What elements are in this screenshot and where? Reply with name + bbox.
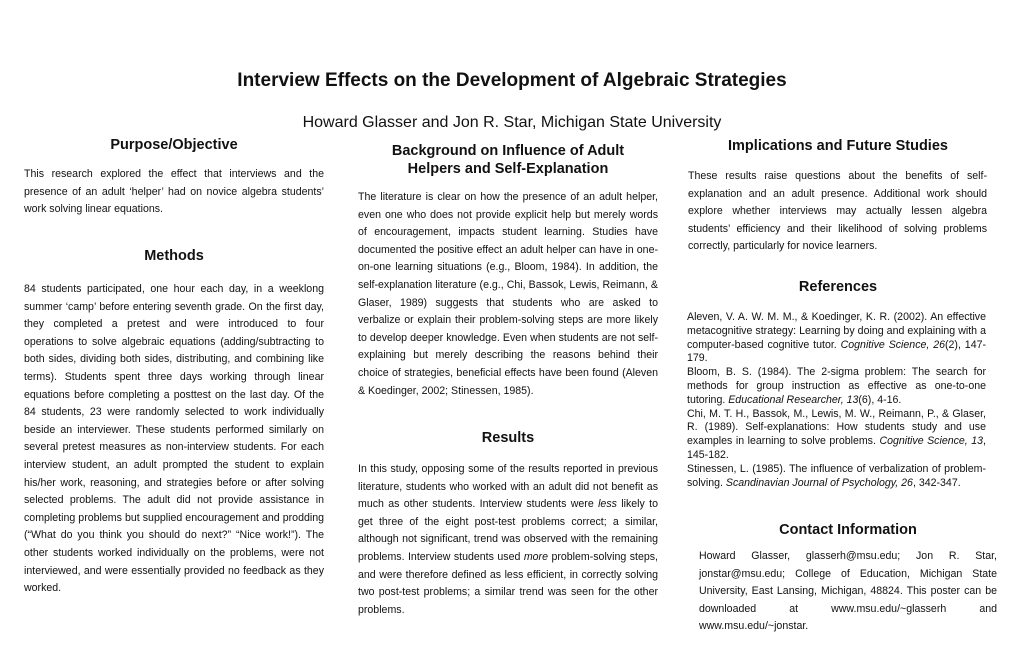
background-heading-line1: Background on Influence of Adult [391, 143, 625, 159]
references-heading: References [798, 279, 878, 295]
reference-item: Stinessen, L. (1985). The influence of verbalization of problem-solving. Scandinavian Journal of Psychology, 26, 342-347. [687, 462, 986, 489]
results-text-a: In this study, opposing some of the results reported in previous literature, students who worked with an adult did not benefit as much as other students. Interview students were [358, 463, 658, 511]
references-list [687, 311, 986, 490]
results-text [358, 461, 658, 619]
background-heading-line2: Helpers and Self-Explanation [407, 161, 609, 177]
background-heading [358, 142, 658, 178]
contact-heading: Contact Information [779, 522, 917, 538]
methods-text: 84 students participated, one hour each day, in a weeklong summer ‘camp’ before entering seventh grade. On the first day, they completed a pretest and were introduced to four operations to solve algebraic equations (adding/subtracting to both sides, dividing both sides, distributing, and combining like terms). Students spent three days working through linear equations before completing a posttest on the last day. Of the 84 students, 23 were randomly selected to work individually beside an interviewer. These students performed similarly on several pretest measures as non-interview students. For each interview student, an adult prompted the student to explain his/her work, reasoning, and strategies before or after solving selected problems. The adult did not provide assistance in completing problems but supplied encouragement and prodding (“What do you think you should do next?” “Nice work!”). The other students worked individually on the problems, were not interviewed, and were essentially provided no feedback as they worked. [24, 283, 324, 595]
reference-item: Aleven, V. A. W. M. M., & Koedinger, K. R. (2002). An effective metacognitive strategy: Learning by doing and explaining with a computer-based cognitive tutor. Cognitive Science, 26(2), 147-179. [687, 311, 987, 365]
results-emphasis-less: less [598, 498, 617, 511]
background-text: The literature is clear on how the presence of an adult helper, even one who does not provide explicit help but merely words of encouragement, impacts student learning. Studies have documented the positive effect an adult helper can have in one-on-one learning situations (e.g., Bloom, 1984). In addition, the self-explanation literature (e.g., Chi, Bassok, Lewis, Reimann, & Glaser, 1989) suggests that students who are asked to verbalize or explain their problem-solving steps are more likely to develop deeper knowledge. Even when students are not self-explaining but merely describing the reasons behind their choice of strategies, beneficial effects have been found (Aleven & Koedinger, 2002; Stinessen, 1985). [358, 191, 658, 397]
purpose-text: This research explored the effect that interviews and the presence of an adult ‘helper’ had on novice algebra students’ work solving linear equations. [24, 168, 324, 216]
implications-heading: Implications and Future Studies [728, 138, 948, 154]
results-heading: Results [481, 430, 535, 446]
purpose-heading: Purpose/Objective [110, 137, 238, 153]
reference-item: Chi, M. T. H., Bassok, M., Lewis, M. W., Reimann, P., & Glaser, R. (1989). Self-explanations: How students study and use examples in learning to solve problems. Cognitive Science, 13, 145-182. [687, 407, 986, 461]
contact-text: Howard Glasser, glasserh@msu.edu; Jon R. Star, jonstar@msu.edu; College of Education, Michigan State University, East Lansing, Michigan, 48824. This poster can be downloaded at www.msu.edu/~glasserh and www.msu.edu/~jonstar. [699, 550, 997, 633]
reference-item: Bloom, B. S. (1984). The 2-sigma problem: The search for methods for group instruction as effective as one-to-one tutoring. Educational Researcher, 13(6), 4-16. [687, 366, 986, 406]
methods-heading: Methods [144, 248, 204, 264]
results-emphasis-more: more [523, 550, 548, 563]
results-text-c: problem-solving steps, and were therefore defined as less efficient, in correctly solving two post-test problems; a similar trend was seen for the other problems. [358, 550, 658, 616]
implications-text: These results raise questions about the benefits of self-explanation and an adult presence. Additional work should explore whether interviews may actually lessen algebra students’ efficiency and their likelihood of solving problems correctly, particularly for novice learners. [688, 170, 987, 253]
results-text-b: likely to get three of the eight post-test problems correct; a similar, although not significant, trend was observed with the remaining problems. Interview students used [358, 498, 658, 563]
poster-authors: Howard Glasser and Jon R. Star, Michigan State University [302, 114, 722, 131]
poster-title: Interview Effects on the Development of Algebraic Strategies [237, 70, 787, 91]
